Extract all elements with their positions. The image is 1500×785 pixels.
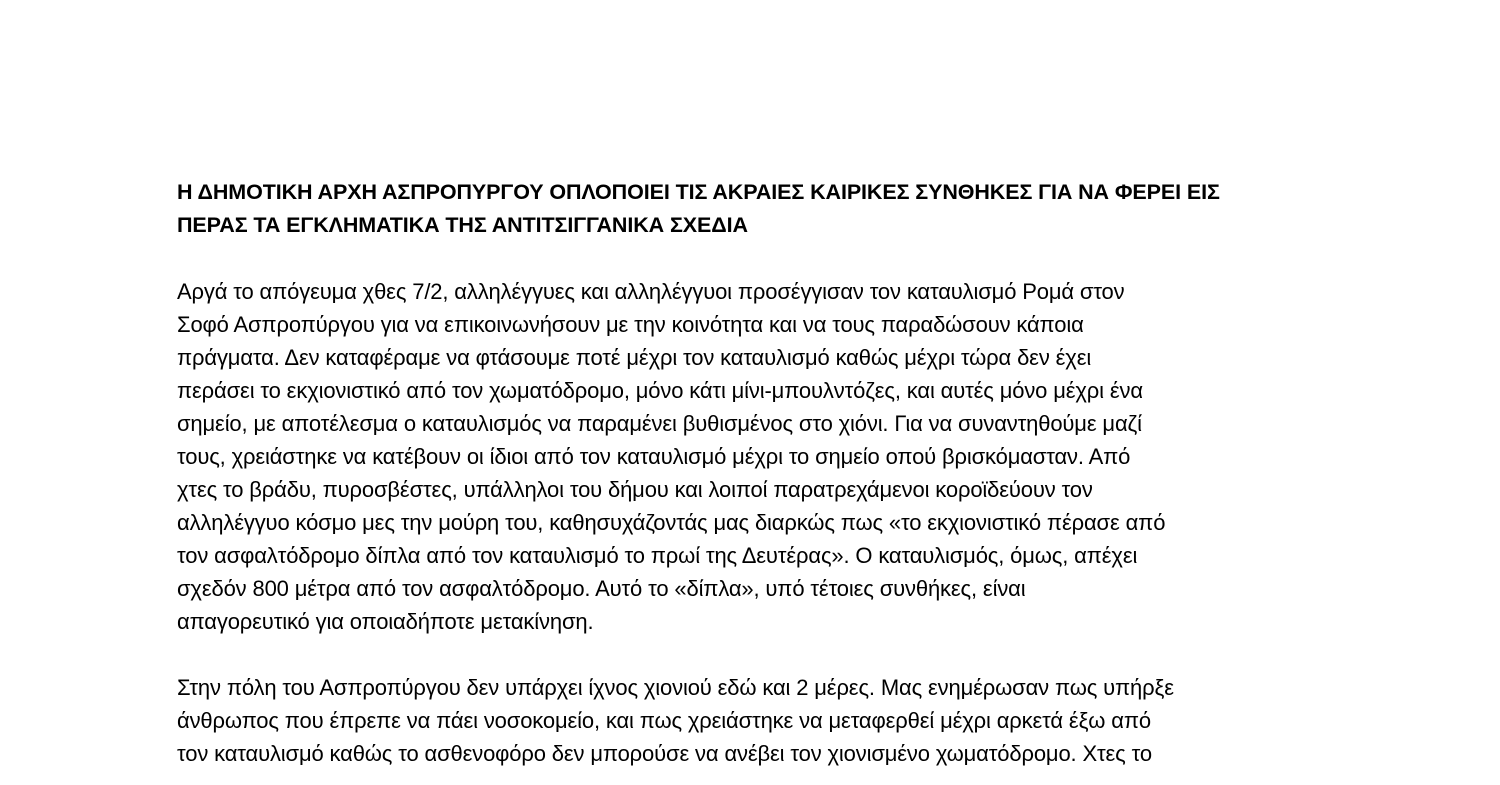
paragraph-line: τους, χρειάστηκε να κατέβουν οι ίδιοι από τον καταυλισμό μέχρι το σημείο οπού βρισκόμασταν. Από [177,444,1131,469]
paragraph-1 [177,275,1327,638]
paragraph-line: χτες το βράδυ, πυροσβέστες, υπάλληλοι του δήμου και λοιποί παρατρεχάμενοι κοροϊδεύουν τον [177,477,1093,502]
paragraph-line: Αργά το απόγευμα χθες 7/2, αλληλέγγυες και αλληλέγγυοι προσέγγισαν τον καταυλισμό Ρομά στον [177,279,1125,304]
paragraph-line: τον ασφαλτόδρομο δίπλα από τον καταυλισμό το πρωί της Δευτέρας». Ο καταυλισμός, όμως, απέχει [177,543,1138,568]
paragraph-line: πράγματα. Δεν καταφέραμε να φτάσουμε ποτέ μέχρι τον καταυλισμό καθώς μέχρι τώρα δεν έχει [177,345,1092,370]
paragraph-line: σχεδόν 800 μέτρα από τον ασφαλτόδρομο. Αυτό το «δίπλα», υπό τέτοιες συνθήκες, είναι [177,576,1026,601]
document-title [177,176,1327,242]
title-line: ΠΕΡΑΣ ΤΑ ΕΓΚΛΗΜΑΤΙΚΑ ΤΗΣ ΑΝΤΙΤΣΙΓΓΑΝΙΚΑ ΣΧΕΔΙΑ [177,213,748,237]
paragraph-line: άνθρωπος που έπρεπε να πάει νοσοκομείο, και πως χρειάστηκε να μεταφερθεί μέχρι αρκετά έξω από [177,708,1151,733]
paragraph-line: απαγορευτικό για οποιαδήποτε μετακίνηση. [177,609,594,634]
paragraph-line: περάσει το εκχιονιστικό από τον χωματόδρομο, μόνο κάτι μίνι-μπουλντόζες, και αυτές μόνο μέχρι ένα [177,378,1143,403]
title-line: Η ΔΗΜΟΤΙΚΗ ΑΡΧΗ ΑΣΠΡΟΠΥΡΓΟΥ ΟΠΛΟΠΟΙΕΙ ΤΙΣ ΑΚΡΑΙΕΣ ΚΑΙΡΙΚΕΣ ΣΥΝΘΗΚΕΣ ΓΙΑ ΝΑ ΦΕΡΕΙ ΕΙΣ [177,180,1220,204]
paragraph-line: σημείο, με αποτέλεσμα ο καταυλισμός να παραμένει βυθισμένος στο χιόνι. Για να συναντηθούμε μαζί [177,411,1142,436]
paragraph-line: Στην πόλη του Ασπροπύργου δεν υπάρχει ίχνος χιονιού εδώ και 2 μέρες. Μας ενημέρωσαν πως υπήρξε [177,675,1174,700]
paragraph-2 [177,671,1327,770]
paragraph-line: Σοφό Ασπροπύργου για να επικοινωνήσουν με την κοινότητα και να τους παραδώσουν κάποια [177,312,1084,337]
paragraph-line: αλληλέγγυο κόσμο μες την μούρη του, καθησυχάζοντάς μας διαρκώς πως «το εκχιονιστικό πέρασε από [177,510,1166,535]
document-body [177,176,1327,785]
paragraph-line: τον καταυλισμό καθώς το ασθενοφόρο δεν μπορούσε να ανέβει τον χιονισμένο χωματόδρομο. Χτες το [177,741,1152,766]
